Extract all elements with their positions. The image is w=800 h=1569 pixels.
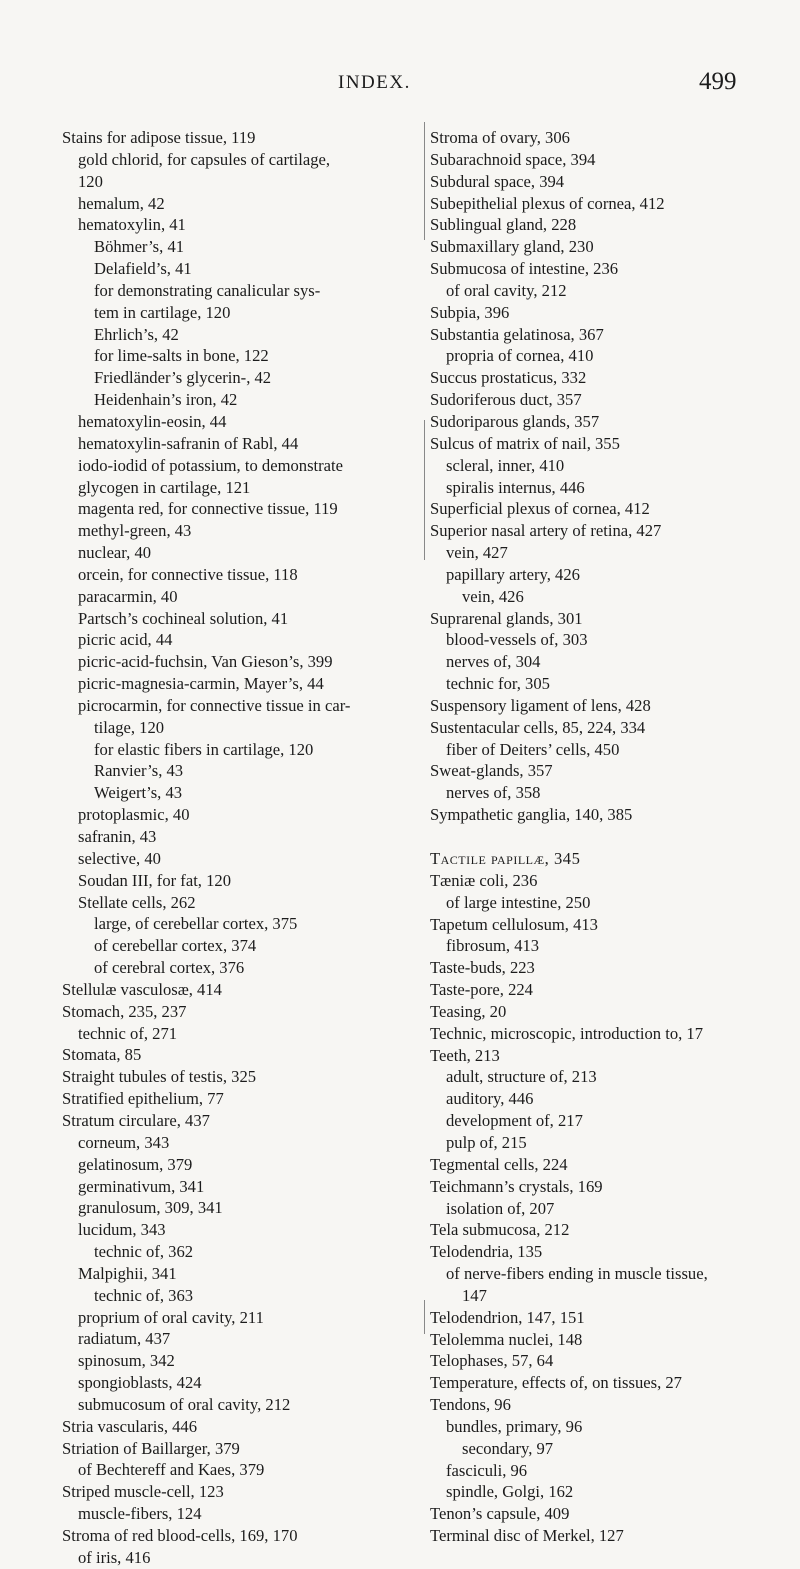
index-entry: paracarmin, 40 xyxy=(78,586,178,606)
index-entry: Telodendrion, 147, 151 xyxy=(430,1307,585,1327)
index-entry: tilage, 120 xyxy=(94,717,165,737)
index-entry: spongioblasts, 424 xyxy=(78,1373,202,1393)
index-entry: Submaxillary gland, 230 xyxy=(430,237,594,257)
index-entry: proprium of oral cavity, 211 xyxy=(78,1307,264,1327)
index-entry: safranin, 43 xyxy=(78,827,157,846)
index-entry: Stellate cells, 262 xyxy=(78,892,196,912)
index-entry: bundles, primary, 96 xyxy=(446,1416,583,1436)
index-entry: Teichmann’s crystals, 169 xyxy=(430,1176,603,1196)
index-entry: fibrosum, 413 xyxy=(446,936,540,956)
index-entry: Submucosa of intestine, 236 xyxy=(430,259,619,279)
index-entry: Sweat-glands, 357 xyxy=(430,761,553,781)
index-entry: Tegmental cells, 224 xyxy=(430,1154,568,1174)
index-entry: of large intestine, 250 xyxy=(446,892,591,912)
index-entry: Tactile papillæ, 345 xyxy=(430,849,581,868)
index-entry: Sublingual gland, 228 xyxy=(430,215,577,235)
index-entry: Ranvier’s, 43 xyxy=(94,761,184,781)
index-entry: Tæniæ coli, 236 xyxy=(430,870,538,890)
index-entry: technic for, 305 xyxy=(446,674,550,694)
index-entry: Stellulæ vasculosæ, 414 xyxy=(62,979,222,999)
column-divider xyxy=(424,420,425,560)
index-entry: Stroma of red blood-cells, 169, 170 xyxy=(62,1526,298,1545)
index-entry: pulp of, 215 xyxy=(446,1132,527,1152)
index-entry: scleral, inner, 410 xyxy=(446,455,565,475)
index-entry: Stratified epithelium, 77 xyxy=(62,1089,224,1109)
index-entry: Subepithelial plexus of cornea, 412 xyxy=(430,193,665,213)
index-entry: Substantia gelatinosa, 367 xyxy=(430,324,604,344)
index-entry: Heidenhain’s iron, 42 xyxy=(94,390,238,410)
index-entry: Sympathetic ganglia, 140, 385 xyxy=(430,805,633,825)
index-entry: orcein, for connective tissue, 118 xyxy=(78,564,298,584)
index-entry: 147 xyxy=(462,1285,487,1305)
index-entry: propria of cornea, 410 xyxy=(446,346,594,366)
index-entry: isolation of, 207 xyxy=(446,1198,555,1218)
index-entry: papillary artery, 426 xyxy=(446,564,580,584)
index-entry: Taste-pore, 224 xyxy=(430,980,533,1000)
index-entry: spinosum, 342 xyxy=(78,1351,175,1371)
index-entry: technic of, 363 xyxy=(94,1285,194,1305)
index-entry: for demonstrating canalicular sys- xyxy=(94,280,321,300)
index-entry: Teasing, 20 xyxy=(430,1001,507,1021)
index-entry: Stomach, 235, 237 xyxy=(62,1001,187,1021)
index-entry: Teeth, 213 xyxy=(430,1045,500,1065)
index-entry: Superficial plexus of cornea, 412 xyxy=(430,499,650,519)
index-entry: secondary, 97 xyxy=(462,1438,554,1458)
index-entry: 120 xyxy=(78,171,103,191)
index-entry: Suspensory ligament of lens, 428 xyxy=(430,695,651,715)
index-entry: gelatinosum, 379 xyxy=(78,1154,193,1174)
index-entry: picric-magnesia-carmin, Mayer’s, 44 xyxy=(78,674,324,694)
index-entry: Telolemma nuclei, 148 xyxy=(430,1329,583,1349)
index-entry: vein, 426 xyxy=(462,586,524,606)
index-entry: Straight tubules of testis, 325 xyxy=(62,1067,257,1087)
index-entry: for elastic fibers in cartilage, 120 xyxy=(94,739,314,759)
index-entry: of oral cavity, 212 xyxy=(446,280,567,300)
index-entry: Böhmer’s, 41 xyxy=(94,237,185,257)
index-entry: Sudoriparous glands, 357 xyxy=(430,411,600,431)
index-entry: iodo-iodid of potassium, to demonstrate xyxy=(78,455,344,475)
index-entry: Subdural space, 394 xyxy=(430,171,565,191)
index-entry: hematoxylin-eosin, 44 xyxy=(78,411,227,431)
index-entry: submucosum of oral cavity, 212 xyxy=(78,1394,291,1414)
index-entry: Friedländer’s glycerin-, 42 xyxy=(94,368,272,388)
index-entry: Stria vascularis, 446 xyxy=(62,1416,198,1436)
index-entry: of iris, 416 xyxy=(78,1547,151,1567)
index-entry: Tenon’s capsule, 409 xyxy=(430,1504,570,1524)
index-entry: Temperature, effects of, on tissues, 27 xyxy=(430,1373,682,1393)
index-entry: auditory, 446 xyxy=(446,1089,534,1109)
index-entry: granulosum, 309, 341 xyxy=(78,1198,223,1218)
index-entry: corneum, 343 xyxy=(78,1132,170,1152)
index-entry: spindle, Golgi, 162 xyxy=(446,1482,574,1502)
index-entry: Tendons, 96 xyxy=(430,1395,511,1415)
index-entry: Telodendria, 135 xyxy=(430,1242,543,1262)
index-entry: muscle-fibers, 124 xyxy=(78,1504,202,1524)
column-divider xyxy=(424,122,425,240)
index-entry: Sustentacular cells, 85, 224, 334 xyxy=(430,717,646,737)
index-entry: spiralis internus, 446 xyxy=(446,477,585,497)
index-entry: nuclear, 40 xyxy=(78,543,152,563)
index-entry: radiatum, 437 xyxy=(78,1329,171,1349)
index-entry: vein, 427 xyxy=(446,543,508,563)
index-entry: tem in cartilage, 120 xyxy=(94,302,231,322)
index-entry: hemalum, 42 xyxy=(78,193,165,213)
page-header xyxy=(0,68,800,104)
index-entry: development of, 217 xyxy=(446,1111,583,1131)
page-number: 499 xyxy=(699,68,737,95)
index-entry: Superior nasal artery of retina, 427 xyxy=(430,521,662,541)
index-entry: Subpia, 396 xyxy=(430,302,510,322)
index-entry: Partsch’s cochineal solution, 41 xyxy=(78,608,289,628)
index-entry: of nerve-fibers ending in muscle tissue, xyxy=(446,1264,708,1284)
index-entry: picric-acid-fuchsin, Van Gieson’s, 399 xyxy=(78,652,333,672)
index-entry: blood-vessels of, 303 xyxy=(446,630,588,650)
index-entry: hematoxylin, 41 xyxy=(78,215,186,235)
index-entry: Suprarenal glands, 301 xyxy=(430,608,583,628)
index-entry: Terminal disc of Merkel, 127 xyxy=(430,1526,624,1546)
index-entry: hematoxylin-safranin of Rabl, 44 xyxy=(78,433,299,453)
index-entry: Taste-buds, 223 xyxy=(430,958,535,978)
index-entry: magenta red, for connective tissue, 119 xyxy=(78,499,338,519)
section-gap xyxy=(430,826,775,848)
index-entry: fasciculi, 96 xyxy=(446,1460,528,1480)
index-entry: Telophases, 57, 64 xyxy=(430,1351,554,1371)
index-entry: Sudoriferous duct, 357 xyxy=(430,390,582,410)
index-entry: Succus prostaticus, 332 xyxy=(430,368,587,388)
index-entry: Stroma of ovary, 306 xyxy=(430,128,570,147)
index-entry: Stomata, 85 xyxy=(62,1045,142,1065)
index-entry: selective, 40 xyxy=(78,848,161,868)
index-entry: Subarachnoid space, 394 xyxy=(430,149,596,169)
index-column-left xyxy=(62,127,412,1569)
index-entry: adult, structure of, 213 xyxy=(446,1067,597,1087)
index-entry: gold chlorid, for capsules of cartilage, xyxy=(78,149,331,169)
index-entry: Striped muscle-cell, 123 xyxy=(62,1482,224,1502)
index-entry: technic of, 362 xyxy=(94,1242,194,1262)
index-entry: Ehrlich’s, 42 xyxy=(94,324,179,344)
index-column-right xyxy=(430,127,775,1547)
index-entry: Malpighii, 341 xyxy=(78,1263,177,1283)
index-entry: of cerebral cortex, 376 xyxy=(94,958,245,978)
index-entry: germinativum, 341 xyxy=(78,1176,205,1196)
index-entry: lucidum, 343 xyxy=(78,1220,166,1240)
index-entry: fiber of Deiters’ cells, 450 xyxy=(446,739,620,759)
index-entry: nerves of, 304 xyxy=(446,652,541,672)
index-entry: picrocarmin, for connective tissue in car- xyxy=(78,695,351,715)
index-entry: for lime-salts in bone, 122 xyxy=(94,346,269,366)
index-entry: picric acid, 44 xyxy=(78,630,173,650)
index-entry: Stratum circulare, 437 xyxy=(62,1110,210,1130)
index-entry: Soudan III, for fat, 120 xyxy=(78,870,231,890)
index-entry: technic of, 271 xyxy=(78,1023,178,1043)
index-entry: methyl-green, 43 xyxy=(78,521,192,541)
index-entry: of Bechtereff and Kaes, 379 xyxy=(78,1460,265,1480)
index-entry: Sulcus of matrix of nail, 355 xyxy=(430,433,620,453)
index-entry: nerves of, 358 xyxy=(446,783,541,803)
index-entry: Stains for adipose tissue, 119 xyxy=(62,128,256,147)
column-divider xyxy=(424,1300,425,1334)
running-head: INDEX. xyxy=(338,72,411,93)
index-entry: Tapetum cellulosum, 413 xyxy=(430,914,598,934)
index-entry: protoplasmic, 40 xyxy=(78,805,190,825)
index-entry: large, of cerebellar cortex, 375 xyxy=(94,914,298,934)
index-entry: Striation of Baillarger, 379 xyxy=(62,1438,240,1458)
index-entry: Delafield’s, 41 xyxy=(94,259,192,279)
index-entry: Weigert’s, 43 xyxy=(94,783,183,803)
index-entry: Technic, microscopic, introduction to, 17 xyxy=(430,1023,704,1043)
index-entry: glycogen in cartilage, 121 xyxy=(78,477,251,497)
index-entry: of cerebellar cortex, 374 xyxy=(94,936,257,956)
index-entry: Tela submucosa, 212 xyxy=(430,1220,570,1240)
